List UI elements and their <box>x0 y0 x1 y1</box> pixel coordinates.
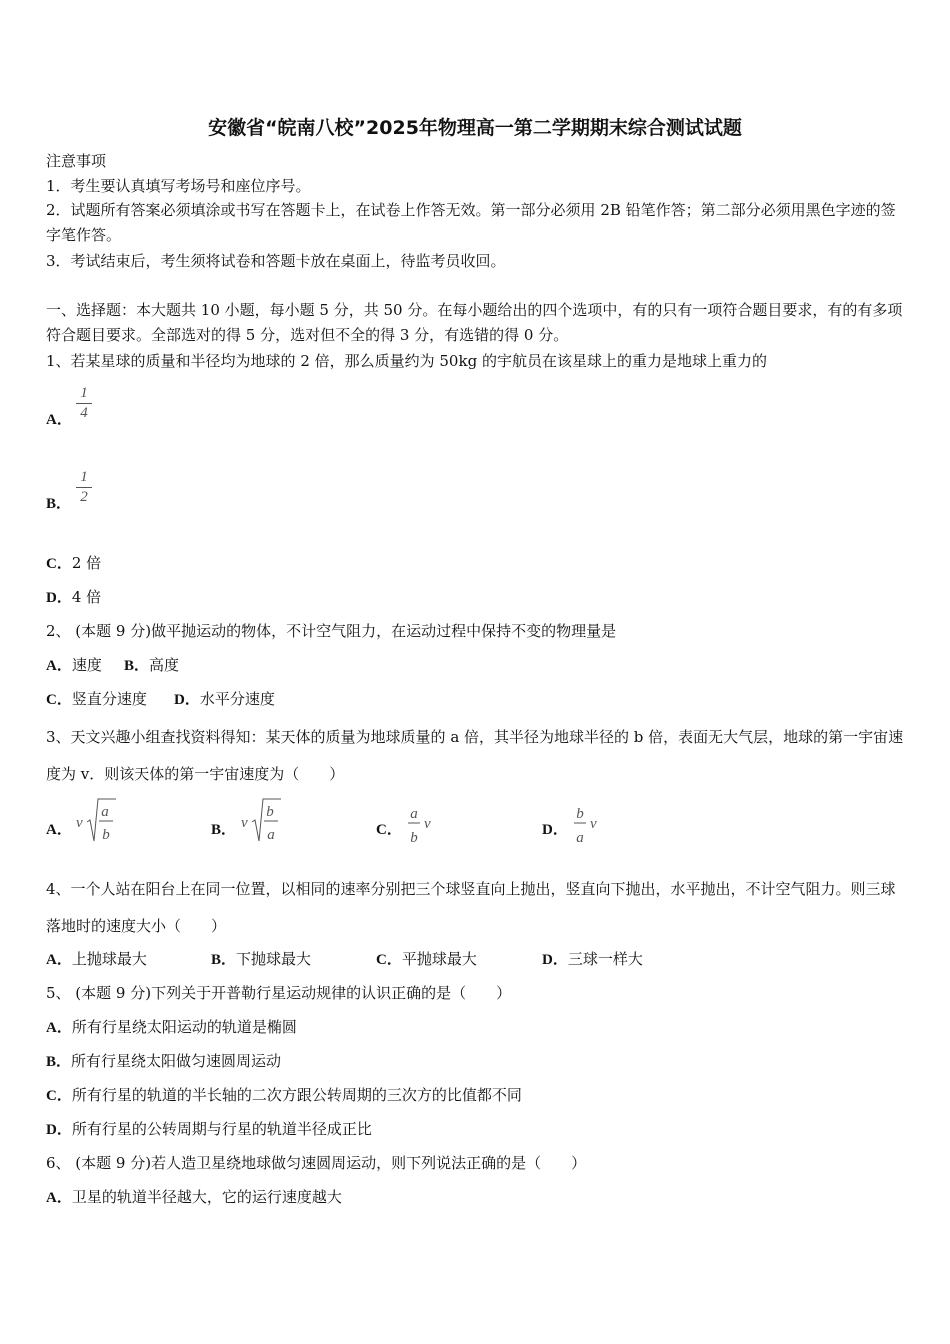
q5-a-label: A． <box>46 1020 72 1036</box>
notice-item-2: 2．试题所有答案必须填涂或书写在答题卡上，在试卷上作答无效。第一部分必须用 2B 铅笔作答；第二部分必须用黑色字迹的签字笔作答。 <box>46 201 896 244</box>
q5-d-text: 所有行星的公转周期与行星的轨道半径成正比 <box>71 1120 372 1138</box>
q1-d-label: D． <box>46 590 72 606</box>
q4-b-label: B． <box>211 952 237 968</box>
q3-option-b-formula <box>239 794 283 846</box>
q1-a-denominator: 4 <box>80 405 88 421</box>
q3-option-c-formula <box>404 798 440 848</box>
notice-item-1: 1．考生要认真填写考场号和座位序号。 <box>46 177 311 195</box>
q4-c-label: C． <box>376 952 402 968</box>
q5-a-text: 所有行星绕太阳运动的轨道是椭圆 <box>71 1018 297 1036</box>
notice-heading: 注意事项 <box>46 152 107 170</box>
q4-stem: 4、一个人站在阳台上在同一位置，以相同的速率分别把三个球竖直向上抛出，竖直向下抛出，水平抛出，不计空气阻力。则三球落地时的速度大小（ ） <box>46 880 896 935</box>
q1-option-a-fraction <box>76 385 92 422</box>
q1-option-c <box>46 553 101 574</box>
q3-d-v: v <box>590 816 597 832</box>
q5-b-text: 所有行星绕太阳做匀速圆周运动 <box>71 1052 282 1070</box>
q3-option-b-label: B． <box>211 822 237 838</box>
q4-a-label: A． <box>46 952 72 968</box>
q2-option-c <box>46 689 147 710</box>
q6-a-label: A． <box>46 1190 72 1206</box>
q3-option-c-label: C． <box>376 822 402 838</box>
q1-d-text: 4 倍 <box>71 588 102 606</box>
q3-a-v: v <box>76 815 83 831</box>
q2-c-label: C． <box>46 692 72 708</box>
q5-stem: 5、 (本题 9 分)下列关于开普勒行星运动规律的认识正确的是（ ） <box>46 984 512 1002</box>
q3-c-v: v <box>424 816 431 832</box>
q2-option-a <box>46 655 102 676</box>
q5-c-label: C． <box>46 1088 72 1104</box>
section-1-instructions: 一、选择题：本大题共 10 小题，每小题 5 分，共 50 分。在每小题给出的四个选项中，有的只有一项符合题目要求，有的有多项符合题目要求。全部选对的得 5 分，选对但不全的得 3 分，有选错的得 0 分。 <box>46 301 903 344</box>
q3-option-d-label: D． <box>542 822 568 838</box>
q1-option-b-label: B． <box>46 496 72 512</box>
q2-d-label: D． <box>174 692 200 708</box>
q5-b-label: B． <box>46 1054 72 1070</box>
q2-option-b <box>124 655 179 676</box>
q5-d-label: D． <box>46 1122 72 1138</box>
q1-b-numerator: 1 <box>80 469 88 485</box>
q4-d-text: 三球一样大 <box>567 950 643 968</box>
q4-option-c <box>376 949 477 970</box>
q3-b-numerator: b <box>266 804 274 820</box>
q3-option-a-label: A． <box>46 822 72 838</box>
q2-d-text: 水平分速度 <box>199 690 275 708</box>
q3-b-v: v <box>241 815 248 831</box>
q3-c-numerator: a <box>410 806 418 822</box>
q2-c-text: 竖直分速度 <box>71 690 147 708</box>
q2-b-text: 高度 <box>149 656 180 674</box>
q3-c-denominator: b <box>410 830 418 846</box>
q5-c-text: 所有行星的轨道的半长轴的二次方跟公转周期的三次方的比值都不同 <box>71 1086 522 1104</box>
q3-stem: 3、天文兴趣小组查找资料得知：某天体的质量为地球质量的 a 倍，其半径为地球半径的 b 倍，表面无大气层，地球的第一宇宙速度为 v．则该天体的第一宇宙速度为（ ） <box>46 728 904 783</box>
q3-d-numerator: b <box>576 806 584 822</box>
q5-option-d <box>46 1119 372 1140</box>
notice-item-3: 3．考试结束后，考生须将试卷和答题卡放在桌面上，待监考员收回。 <box>46 252 506 270</box>
q6-option-a <box>46 1187 342 1208</box>
q1-option-a-label: A． <box>46 412 72 428</box>
q4-option-a <box>46 949 147 970</box>
q4-c-text: 平抛球最大 <box>401 950 477 968</box>
q1-stem: 1、若某星球的质量和半径均为地球的 2 倍，那么质量约为 50kg 的宇航员在该星球上的重力是地球上重力的 <box>46 352 767 370</box>
q2-a-text: 速度 <box>71 656 102 674</box>
q2-a-label: A． <box>46 658 72 674</box>
q6-a-text: 卫星的轨道半径越大，它的运行速度越大 <box>71 1188 342 1206</box>
q3-b-denominator: a <box>267 827 275 843</box>
q3-d-denominator: a <box>576 830 584 846</box>
q3-a-numerator: a <box>101 804 109 820</box>
q1-c-label: C． <box>46 556 72 572</box>
q5-option-b <box>46 1051 281 1072</box>
q3-option-a-formula <box>74 794 118 846</box>
q1-c-text: 2 倍 <box>71 554 102 572</box>
q1-option-d <box>46 587 101 608</box>
page-title: 安徽省“皖南八校”2025年物理高一第二学期期末综合测试试题 <box>208 117 742 139</box>
q4-option-d <box>542 949 643 970</box>
q4-option-b <box>211 949 311 970</box>
q3-a-denominator: b <box>102 827 110 843</box>
q5-option-a <box>46 1017 297 1038</box>
q2-b-label: B． <box>124 658 150 674</box>
q4-d-label: D． <box>542 952 568 968</box>
q2-stem: 2、 (本题 9 分)做平抛运动的物体，不计空气阻力，在运动过程中保持不变的物理量是 <box>46 622 617 640</box>
q3-option-d-formula <box>570 798 606 848</box>
q1-option-b-fraction <box>76 469 92 506</box>
q4-b-text: 下抛球最大 <box>236 950 312 968</box>
q1-a-numerator: 1 <box>80 385 88 401</box>
q6-stem: 6、 (本题 9 分)若人造卫星绕地球做匀速圆周运动，则下列说法正确的是（ ） <box>46 1154 587 1172</box>
q5-option-c <box>46 1085 522 1106</box>
q2-option-d <box>174 689 275 710</box>
q4-a-text: 上抛球最大 <box>71 950 147 968</box>
q1-b-denominator: 2 <box>80 489 88 505</box>
